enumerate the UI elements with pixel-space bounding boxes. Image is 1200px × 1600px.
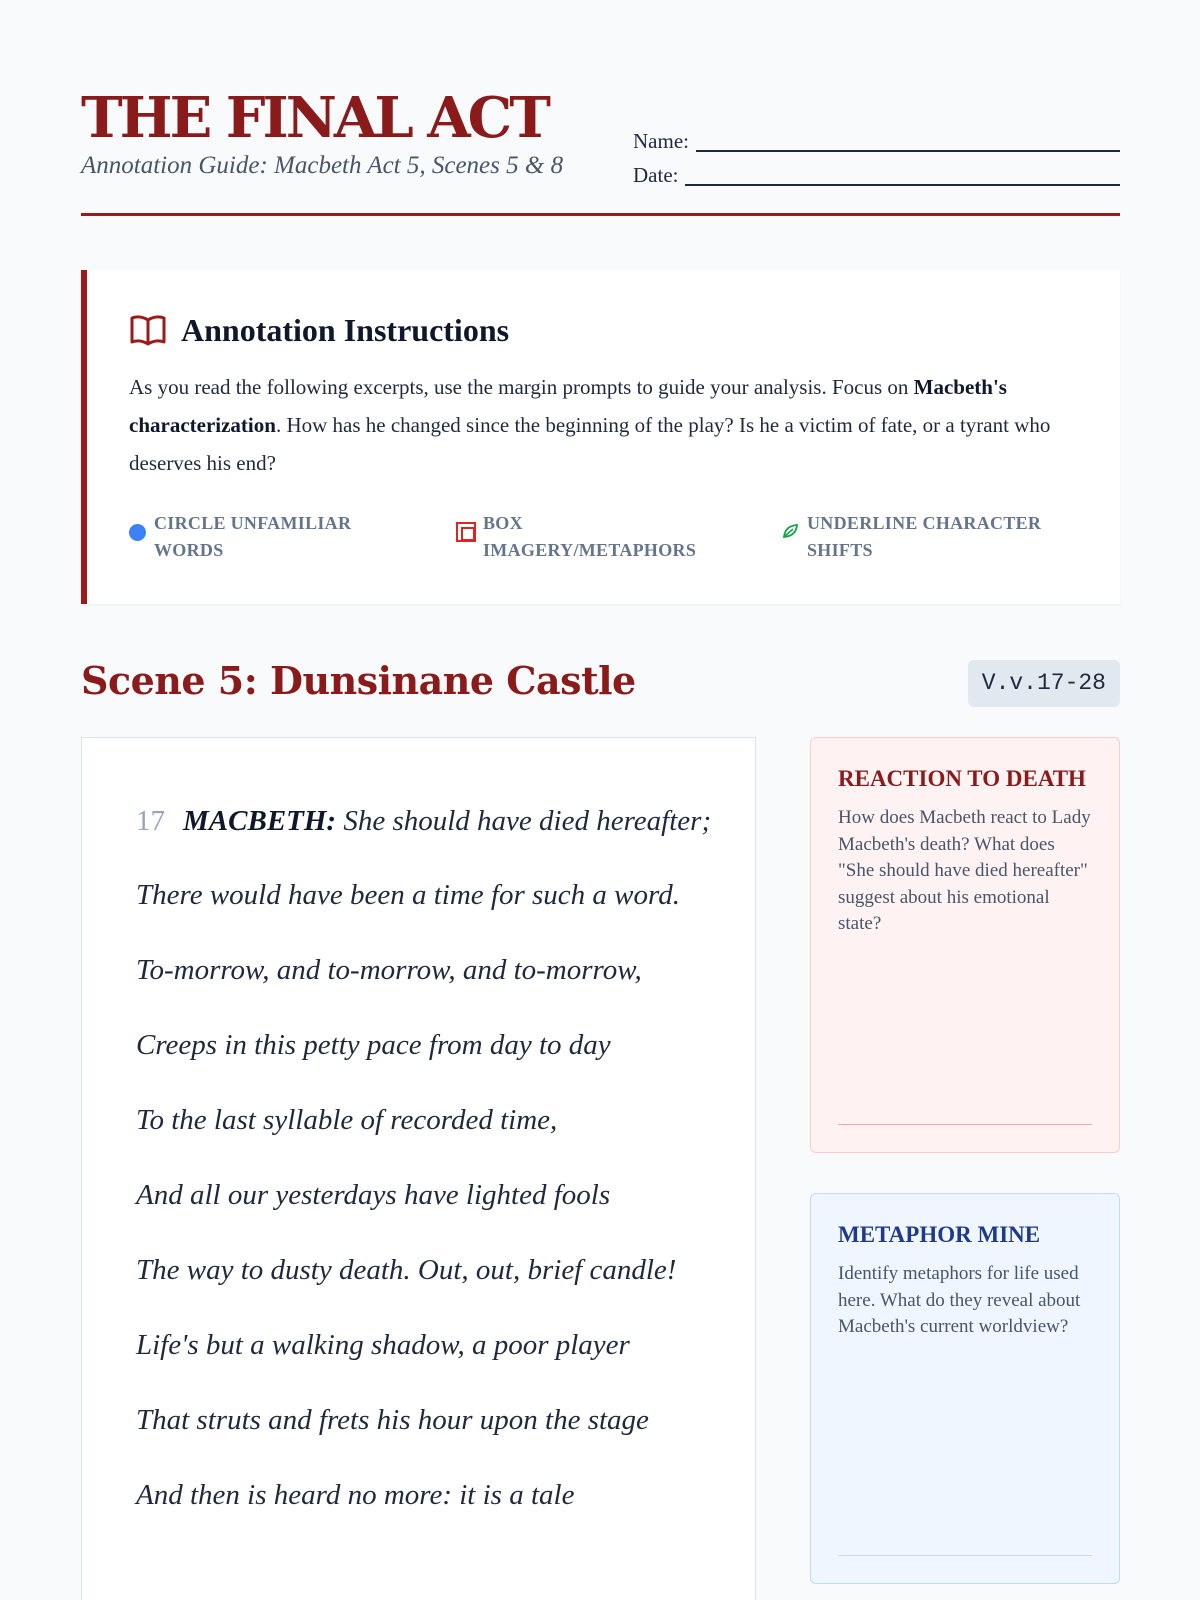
instructions-text-part: As you read the following excerpts, use the margin prompts to guide your analysis. Focus on: [129, 375, 914, 399]
passage-panel: [81, 737, 756, 1600]
instructions-title: Annotation Instructions: [181, 312, 510, 348]
passage-line: There would have been a time for such a word.: [136, 879, 680, 911]
answer-line[interactable]: [838, 1124, 1092, 1125]
legend-label: CIRCLE UNFAMILIAR WORDS: [154, 513, 352, 560]
legend-item-circle: [129, 510, 389, 564]
passage-line: That struts and frets his hour upon the stage: [136, 1404, 649, 1436]
legend-item-box: [456, 510, 726, 564]
line-number: 17: [136, 805, 165, 837]
green-leaf-icon: [782, 522, 799, 539]
passage-line: Creeps in this petty pace from day to day: [136, 1029, 611, 1061]
instructions-text-part: . How has he changed since the beginning of the play? Is he a victim of fate, or a tyrant who deserves his end?: [129, 413, 1051, 475]
prompt-title: METAPHOR MINE: [838, 1222, 1041, 1247]
date-field[interactable]: [685, 164, 1120, 186]
instructions-text: [129, 368, 1079, 482]
name-field-row: [633, 120, 1120, 154]
student-info-fields: [633, 120, 1120, 188]
instructions-header: [129, 312, 509, 349]
legend-label: UNDERLINE CHARACTER SHIFTS: [807, 513, 1042, 560]
scene-title: Scene 5: Dunsinane Castle: [81, 658, 636, 703]
date-field-row: [633, 154, 1120, 188]
line-reference-badge: V.v.17-28: [968, 660, 1120, 707]
prompt-question: Identify metaphors for life used here. What do they reveal about Macbeth's current worldview?: [838, 1263, 1081, 1337]
legend-label: BOX IMAGERY/METAPHORS: [483, 513, 697, 560]
header-divider: [81, 213, 1120, 216]
page-subtitle: Annotation Guide: Macbeth Act 5, Scenes 5 & 8: [81, 152, 564, 179]
passage-line: To-morrow, and to-morrow, and to-morrow,: [136, 954, 642, 986]
passage-line: And all our yesterdays have lighted fools: [136, 1179, 611, 1211]
prompt-question: How does Macbeth react to Lady Macbeth's death? What does "She should have died hereafter" suggest about his emotional state?: [838, 807, 1091, 934]
passage-line: To the last syllable of recorded time,: [136, 1104, 558, 1136]
passage-line: And then is heard no more: it is a tale: [136, 1479, 575, 1511]
passage-line: [136, 796, 716, 846]
red-box-icon: [456, 522, 476, 542]
passage-lines: [136, 796, 716, 1545]
prompt-title: REACTION TO DEATH: [838, 766, 1086, 791]
line-text: She should have died hereafter;: [343, 805, 712, 837]
instructions-box: [81, 270, 1120, 604]
answer-line[interactable]: [838, 1555, 1092, 1556]
instructions-emphasis: Macbeth's characterization: [129, 375, 1007, 437]
name-label: Name:: [633, 129, 689, 153]
book-open-icon: [129, 313, 167, 349]
legend-item-underline: [782, 510, 1082, 564]
name-field[interactable]: [696, 130, 1120, 152]
margin-prompt-reaction: [810, 737, 1120, 1153]
page-title: THE FINAL ACT: [81, 85, 548, 151]
date-label: Date:: [633, 163, 679, 187]
speaker-name: MACBETH:: [183, 805, 337, 837]
worksheet-header: [81, 86, 1120, 216]
margin-prompt-metaphor: [810, 1193, 1120, 1584]
passage-line: The way to dusty death. Out, out, brief candle!: [136, 1254, 677, 1286]
annotation-legend: [129, 510, 1089, 570]
passage-line: Life's but a walking shadow, a poor player: [136, 1329, 630, 1361]
blue-dot-icon: [129, 524, 146, 541]
